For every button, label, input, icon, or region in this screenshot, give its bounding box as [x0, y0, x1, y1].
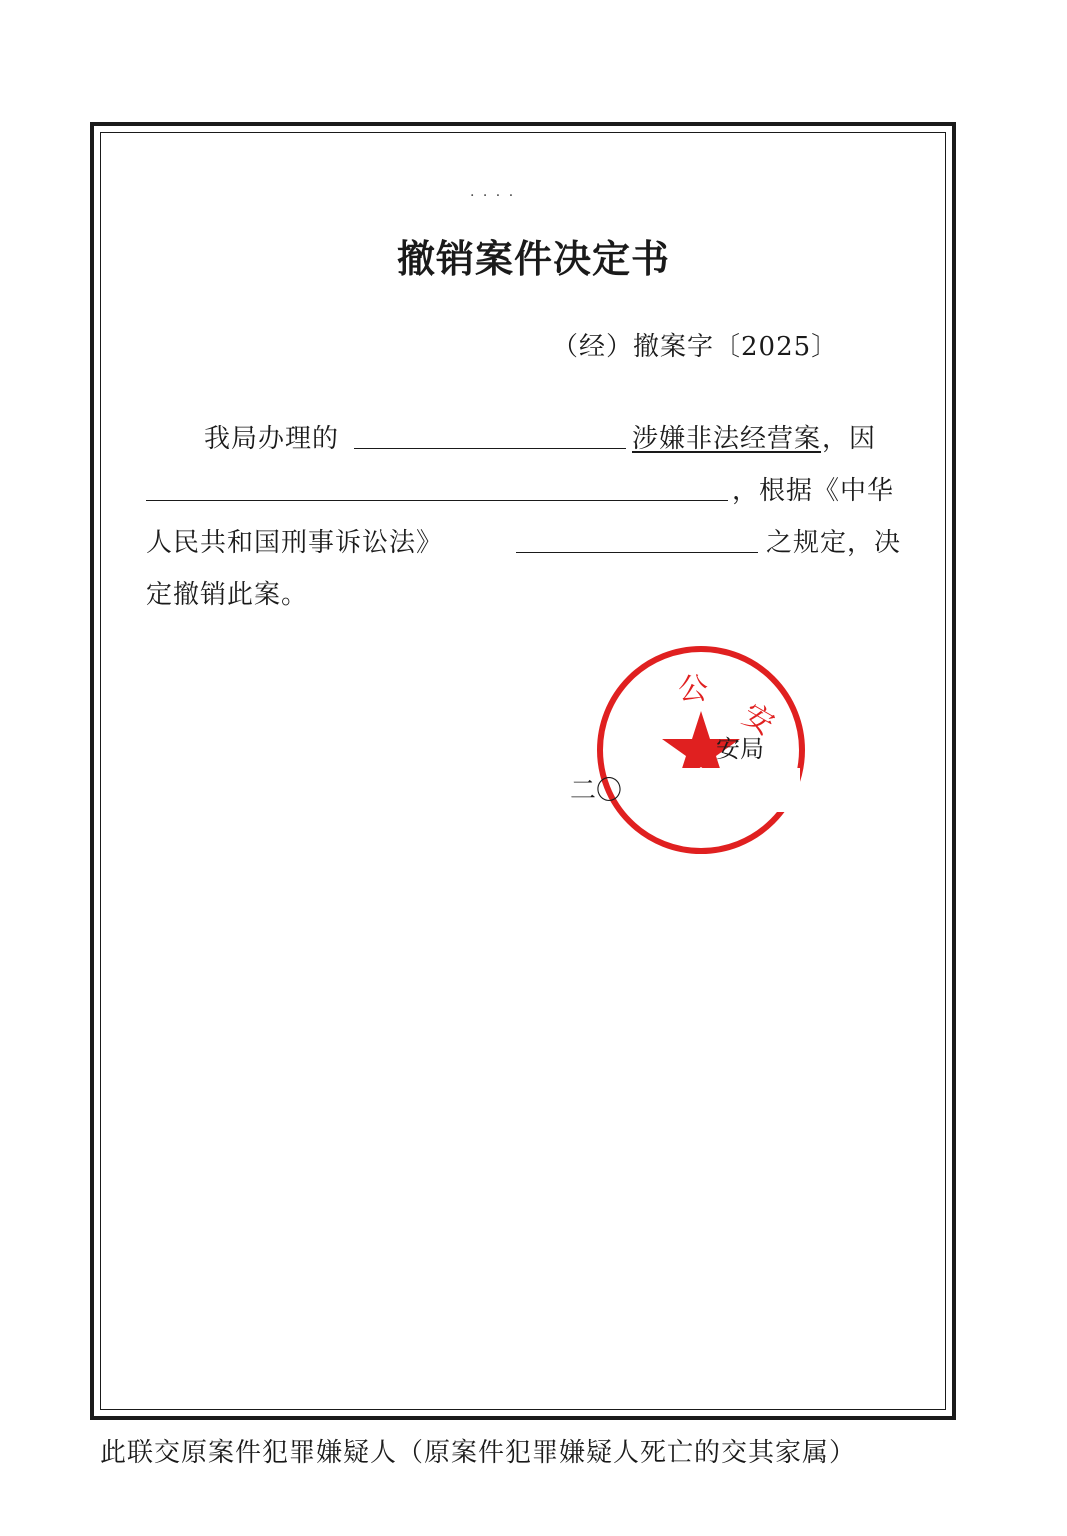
body-line-2-suffix: ，根据《中华 — [732, 476, 895, 506]
official-seal — [594, 643, 808, 857]
body-line-3-suffix: 之规定，决 — [766, 528, 902, 558]
document-inner-border — [100, 132, 946, 1410]
blank-reason — [146, 500, 728, 501]
blank-case-party — [354, 448, 626, 449]
top-mark: · · · · — [470, 188, 516, 204]
document-title: 撤销案件决定书 — [396, 236, 670, 281]
document-number: （经）撤案字〔2025〕 — [552, 332, 839, 362]
body-line-1-case: 涉嫌非法经营案 — [632, 424, 822, 454]
blank-article — [516, 552, 758, 553]
seal-char-2: 安 — [736, 697, 780, 743]
signature-date-fragment: 二〇 — [570, 776, 623, 806]
seal-char-1: 公 — [678, 672, 708, 707]
document-footer: 此联交原案件犯罪嫌疑人（原案件犯罪嫌疑人死亡的交其家属） — [100, 1438, 857, 1468]
body-line-1-suffix: ，因 — [822, 424, 877, 454]
seal-bottom-text: 安局 — [716, 735, 764, 763]
body-line-4: 定撤销此案。 — [146, 580, 309, 610]
body-line-3-prefix: 人民共和国刑事诉讼法》 — [146, 528, 444, 558]
body-line-1-prefix: 我局办理的 — [204, 424, 340, 454]
redacted-area — [650, 768, 800, 812]
